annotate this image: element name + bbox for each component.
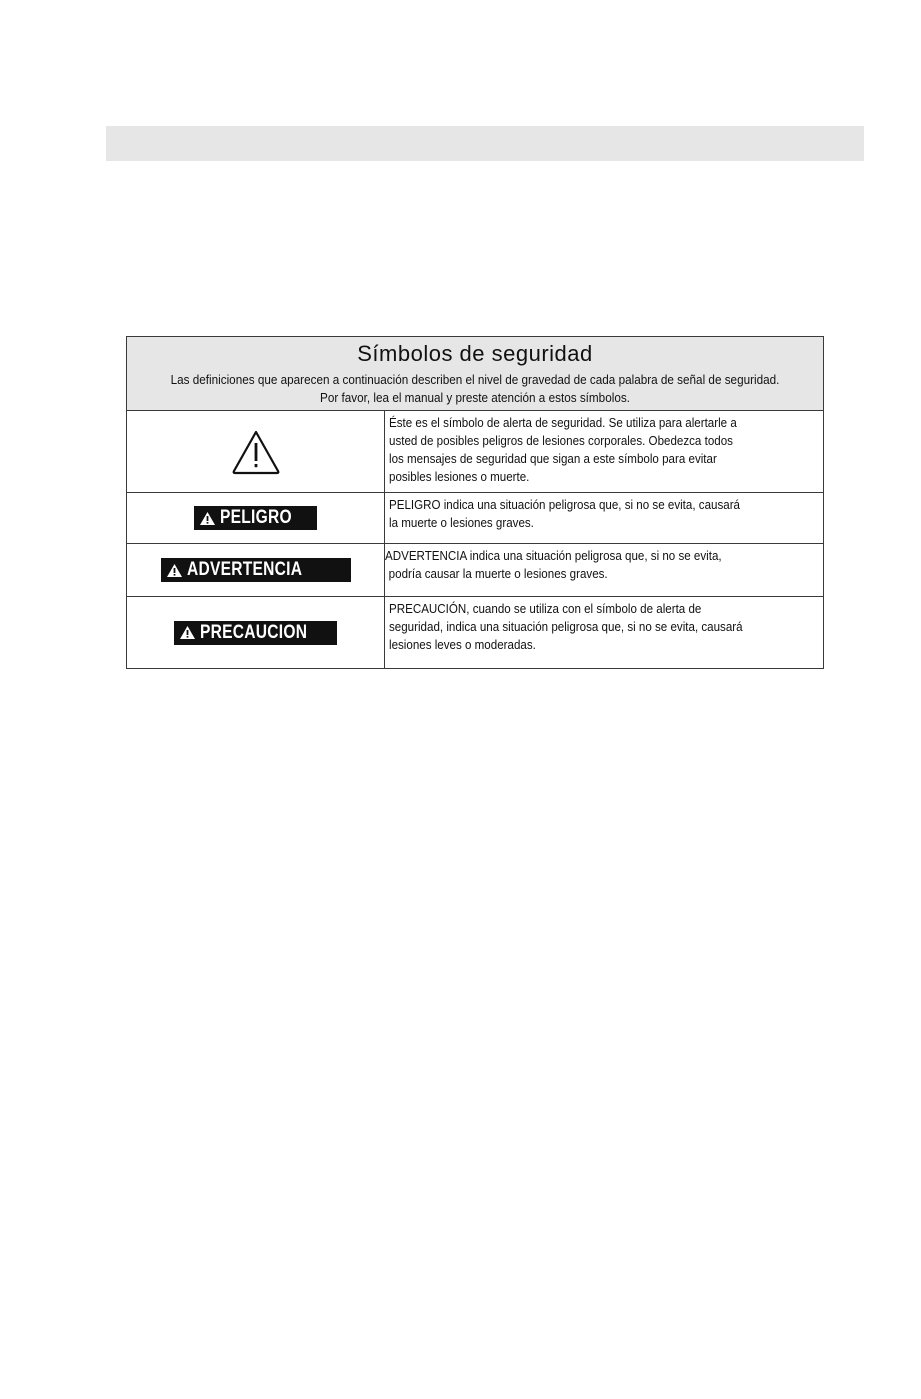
definition-line: podría causar la muerte o lesiones graves. bbox=[388, 567, 608, 581]
warning-triangle-icon bbox=[179, 625, 196, 640]
table-header bbox=[127, 337, 823, 411]
table-description bbox=[151, 371, 798, 407]
symbol-cell bbox=[127, 544, 385, 596]
definition-line: PRECAUCIÓN, cuando se utiliza con el símbolo de alerta de bbox=[389, 602, 702, 616]
section-header-band bbox=[106, 126, 864, 161]
table-description-line: Las definiciones que aparecen a continuación describen el nivel de gravedad de cada palabra de señal de seguridad. bbox=[170, 373, 780, 387]
signal-word-label: ADVERTENCIA bbox=[186, 559, 302, 580]
definition-line: PELIGRO indica una situación peligrosa que, si no se evita, causará bbox=[389, 498, 741, 512]
table-title: Símbolos de seguridad bbox=[357, 341, 593, 366]
safety-alert-triangle-icon bbox=[231, 429, 281, 475]
symbol-cell bbox=[127, 597, 385, 668]
definition-line: usted de posibles peligros de lesiones corporales. Obedezca todos bbox=[389, 434, 733, 448]
definition-line: ADVERTENCIA indica una situación peligrosa que, si no se evita, bbox=[385, 549, 722, 563]
definition-line: la muerte o lesiones graves. bbox=[389, 516, 534, 530]
table-row-peligro bbox=[127, 493, 823, 544]
definition-line: seguridad, indica una situación peligrosa que, si no se evita, causará bbox=[389, 620, 743, 634]
table-row-precaucion bbox=[127, 597, 823, 668]
definition-text bbox=[389, 414, 819, 486]
warning-triangle-icon bbox=[166, 563, 183, 578]
warning-triangle-icon bbox=[199, 511, 216, 526]
table-row-alert-symbol bbox=[127, 411, 823, 493]
symbol-cell bbox=[127, 411, 385, 492]
definition-text bbox=[385, 547, 815, 583]
precaucion-signal-word bbox=[174, 621, 337, 645]
safety-symbols-table bbox=[126, 336, 824, 669]
advertencia-signal-word bbox=[161, 558, 351, 582]
definition-text bbox=[389, 496, 819, 532]
definition-text bbox=[389, 600, 819, 654]
symbol-cell bbox=[127, 493, 385, 543]
signal-word-label: PRECAUCION bbox=[200, 621, 308, 643]
signal-word-label: PELIGRO bbox=[220, 507, 292, 528]
table-description-line: Por favor, lea el manual y preste atención a estos símbolos. bbox=[320, 391, 630, 405]
peligro-signal-word bbox=[194, 506, 317, 530]
definition-line: lesiones leves o moderadas. bbox=[389, 638, 536, 652]
definition-line: los mensajes de seguridad que sigan a este símbolo para evitar bbox=[389, 452, 717, 466]
definition-line: Éste es el símbolo de alerta de seguridad. Se utiliza para alertarle a bbox=[389, 416, 737, 430]
definition-line: posibles lesiones o muerte. bbox=[389, 470, 530, 484]
table-row-advertencia bbox=[127, 544, 823, 597]
